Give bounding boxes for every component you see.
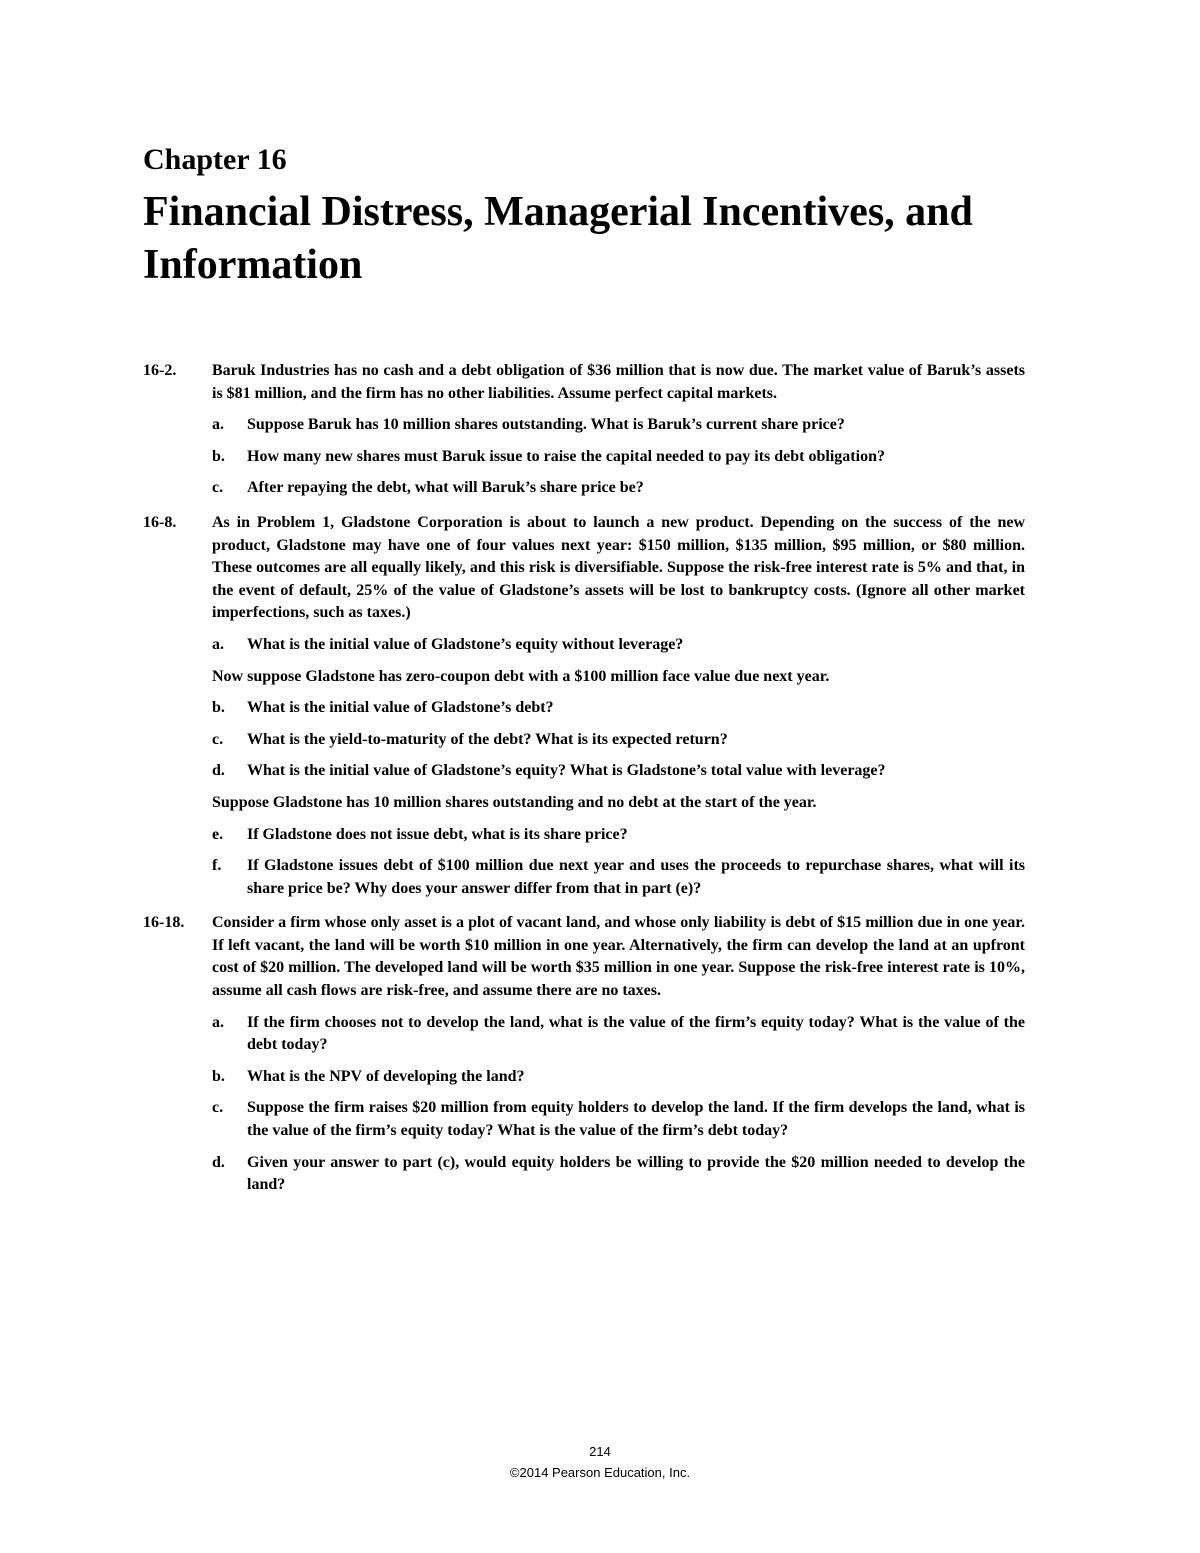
problem-number: 16-8. [143, 513, 177, 531]
subquestion-text: Suppose the firm raises $20 million from equity holders to develop the land. If the firm develops the land, what is the value of the firm’s equity today? What is the value of the firm’s debt today? [247, 1099, 1025, 1140]
subquestion-text: Suppose Baruk has 10 million shares outstanding. What is Baruk’s current share price? [247, 416, 845, 434]
subquestion-c [212, 729, 1025, 752]
subquestion-letter: c. [212, 479, 224, 497]
subquestion-d [212, 760, 1025, 783]
subquestion-c [212, 477, 1025, 500]
subquestion-a [212, 1012, 1025, 1057]
subquestion-text: If Gladstone issues debt of $100 million due next year and uses the proceeds to repurchase shares, what will its share price be? Why does your answer differ from that in part (e)? [247, 857, 1025, 897]
problem-text: As in Problem 1, Gladstone Corporation is about to launch a new product. Depending on the success of the new product, Gladstone may have one of four values next year: $150 million, $135 million, $95 million, or $80 million. These outcomes are all equally likely, and this risk is diversifiable. Suppose the risk-free interest rate is 5% and that, in the event of default, 25% of the value of Gladstone’s assets will be lost to bankruptcy costs. (Ignore all other market imperfections, such as taxes.) [212, 513, 1025, 622]
subquestion-text: If the firm chooses not to develop the land, what is the value of the firm’s equity today? What is the value of the debt today? [247, 1013, 1025, 1054]
subquestion-d [212, 1152, 1025, 1197]
subquestion-letter: c. [212, 730, 224, 748]
subquestion-text: What is the NPV of developing the land? [247, 1067, 525, 1085]
subquestion-letter: f. [212, 857, 222, 875]
problem-number: 16-2. [143, 362, 177, 379]
problem-note: Suppose Gladstone has 10 million shares outstanding and no debt at the start of the year. [212, 793, 817, 811]
problem-number: 16-18. [143, 914, 185, 932]
subquestion-letter: d. [212, 762, 225, 780]
subquestion-b [212, 446, 1025, 469]
subquestion-text: After repaying the debt, what will Baruk’s share price be? [247, 479, 644, 497]
subquestion-letter: b. [212, 1067, 225, 1085]
subquestion-text: Given your answer to part (c), would equity holders be willing to provide the $20 million needed to develop the land? [247, 1153, 1025, 1194]
subquestion-letter: a. [212, 416, 224, 434]
subquestion-b [212, 1066, 1025, 1089]
subquestion-letter: b. [212, 447, 225, 465]
subquestion-text: How many new shares must Baruk issue to raise the capital needed to pay its debt obligation? [247, 447, 885, 465]
chapter-label: Chapter 16 [143, 143, 287, 176]
problem-text: Consider a firm whose only asset is a plot of vacant land, and whose only liability is debt of $15 million due in one year. If left vacant, the land will be worth $10 million in one year. Alternatively, the firm can develop the land at an upfront cost of $20 million. The developed land will be worth $35 million in one year. Suppose the risk-free interest rate is 10%, assume all cash flows are risk-free, and assume there are no taxes. [212, 914, 1025, 1000]
problem-list [143, 360, 1025, 1209]
subquestion-text: What is the yield-to-maturity of the debt? What is its expected return? [247, 730, 728, 748]
problem-note: Now suppose Gladstone has zero-coupon debt with a $100 million face value due next year. [212, 667, 830, 685]
problem-statement [143, 360, 1025, 405]
subquestion-letter: c. [212, 1099, 224, 1117]
subquestion-text: If Gladstone does not issue debt, what is its share price? [247, 825, 628, 843]
subquestion-text: What is the initial value of Gladstone’s equity without leverage? [247, 635, 684, 653]
subquestion-c [212, 1097, 1025, 1142]
problem-statement [143, 512, 1025, 625]
subquestion-b [212, 697, 1025, 720]
subquestion-letter: b. [212, 699, 225, 717]
problem-16-18 [143, 912, 1025, 1197]
subquestion-a [212, 634, 1025, 657]
subquestion-text: What is the initial value of Gladstone’s debt? [247, 699, 554, 717]
chapter-title: Financial Distress, Managerial Incentives, and Information [143, 189, 973, 288]
subquestion-f [212, 855, 1025, 900]
problem-statement [143, 912, 1025, 1002]
subquestion-e [212, 824, 1025, 847]
subquestion-a [212, 414, 1025, 437]
subquestion-text: What is the initial value of Gladstone’s equity? What is Gladstone’s total value with leverage? [247, 762, 886, 780]
copyright-notice: ©2014 Pearson Education, Inc. [509, 1465, 691, 1480]
problem-16-8 [143, 512, 1025, 900]
page-number: 214 [589, 1444, 611, 1459]
subquestion-letter: e. [212, 825, 224, 843]
problem-text: Baruk Industries has no cash and a debt obligation of $36 million that is now due. The market value of Baruk’s assets is $81 million, and the firm has no other liabilities. Assume perfect capital markets. [212, 362, 1025, 402]
subquestion-letter: a. [212, 635, 224, 653]
subquestion-letter: d. [212, 1153, 225, 1171]
subquestion-letter: a. [212, 1013, 224, 1031]
problem-16-2 [143, 360, 1025, 500]
